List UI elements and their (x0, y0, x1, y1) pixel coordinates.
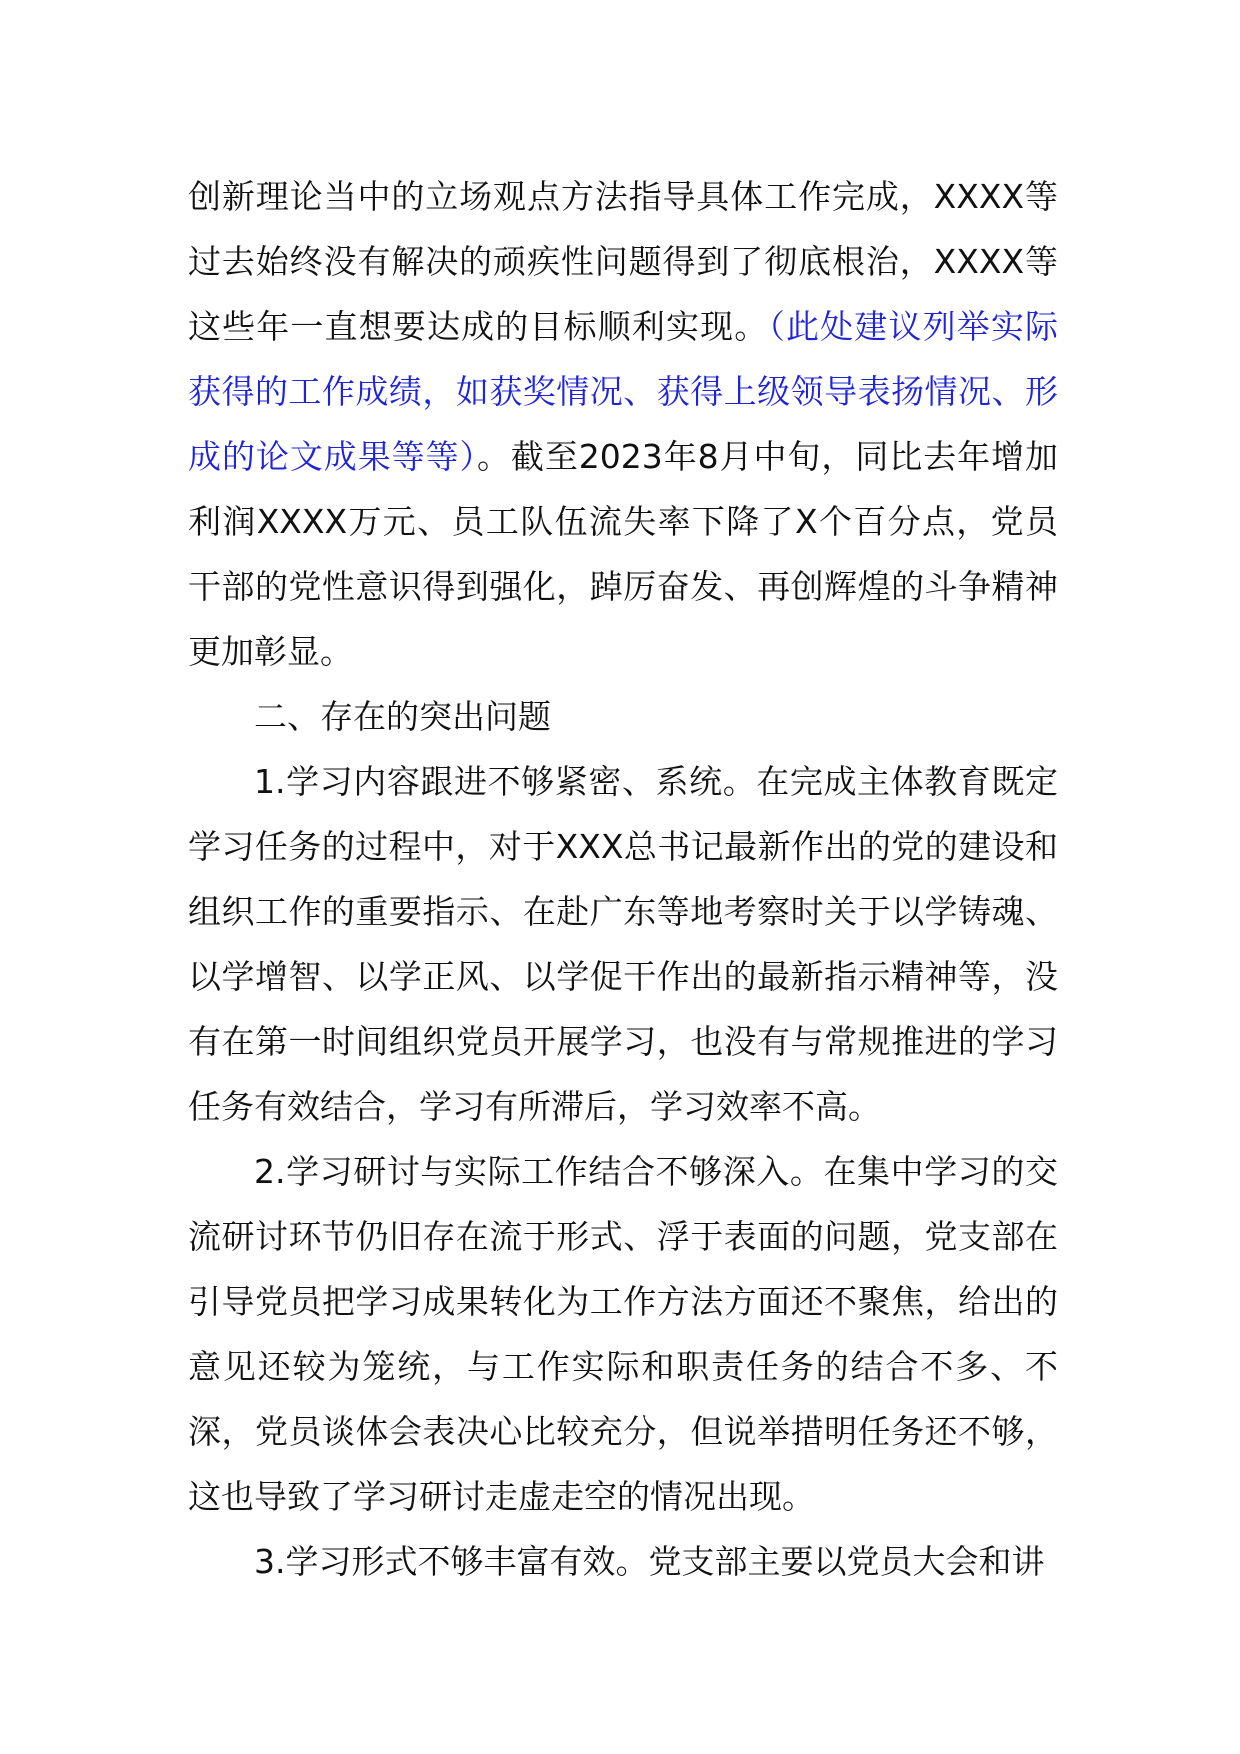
paragraph-achievements-tail: 。截至2023年8月中旬，同比去年增加利润XXXX万元、员工队伍流失率下降了X个百分点，党员干部的党性意识得到强化，踔厉奋发、再创辉煌的斗争精神更加彰显。 (188, 437, 1059, 671)
problem-item-1: 1.学习内容跟进不够紧密、系统。在完成主体教育既定学习任务的过程中，对于XXX总书记最新作出的党的建设和组织工作的重要指示、在赴广东等地考察时关于以学铸魂、以学增智、以学正风、以学促干作出的最新指示精神等，没有在第一时间组织党员开展学习，也没有与常规推进的学习任务有效结合，学习有所滞后，学习效率不高。 (188, 762, 1058, 1126)
paragraph-achievements-text: 创新理论当中的立场观点方法指导具体工作完成，XXXX等过去始终没有解决的顽疾性问题得到了彻底根治，XXXX等这些年一直想要达成的目标顺利实现。 (188, 177, 1058, 346)
document-body (188, 164, 1058, 1594)
problem-item-2: 2.学习研讨与实际工作结合不够深入。在集中学习的交流研讨环节仍旧存在流于形式、浮于表面的问题，党支部在引导党员把学习成果转化为工作方法方面还不聚焦，给出的意见还较为笼统，与工作实际和职责任务的结合不多、不深，党员谈体会表决心比较充分，但说举措明任务还不够，这也导致了学习研讨走虚走空的情况出现。 (188, 1152, 1058, 1516)
suggestion-note: （此处建议列举实际获得的工作成绩，如获奖情况、获得上级领导表扬情况、形成的论文成果等等） (188, 307, 1059, 476)
paragraph-achievements (188, 164, 1058, 684)
section-heading-problems: 二、存在的突出问题 (254, 697, 551, 736)
problem-item-3: 3.学习形式不够丰富有效。党支部主要以党员大会和讲 (254, 1542, 1045, 1581)
